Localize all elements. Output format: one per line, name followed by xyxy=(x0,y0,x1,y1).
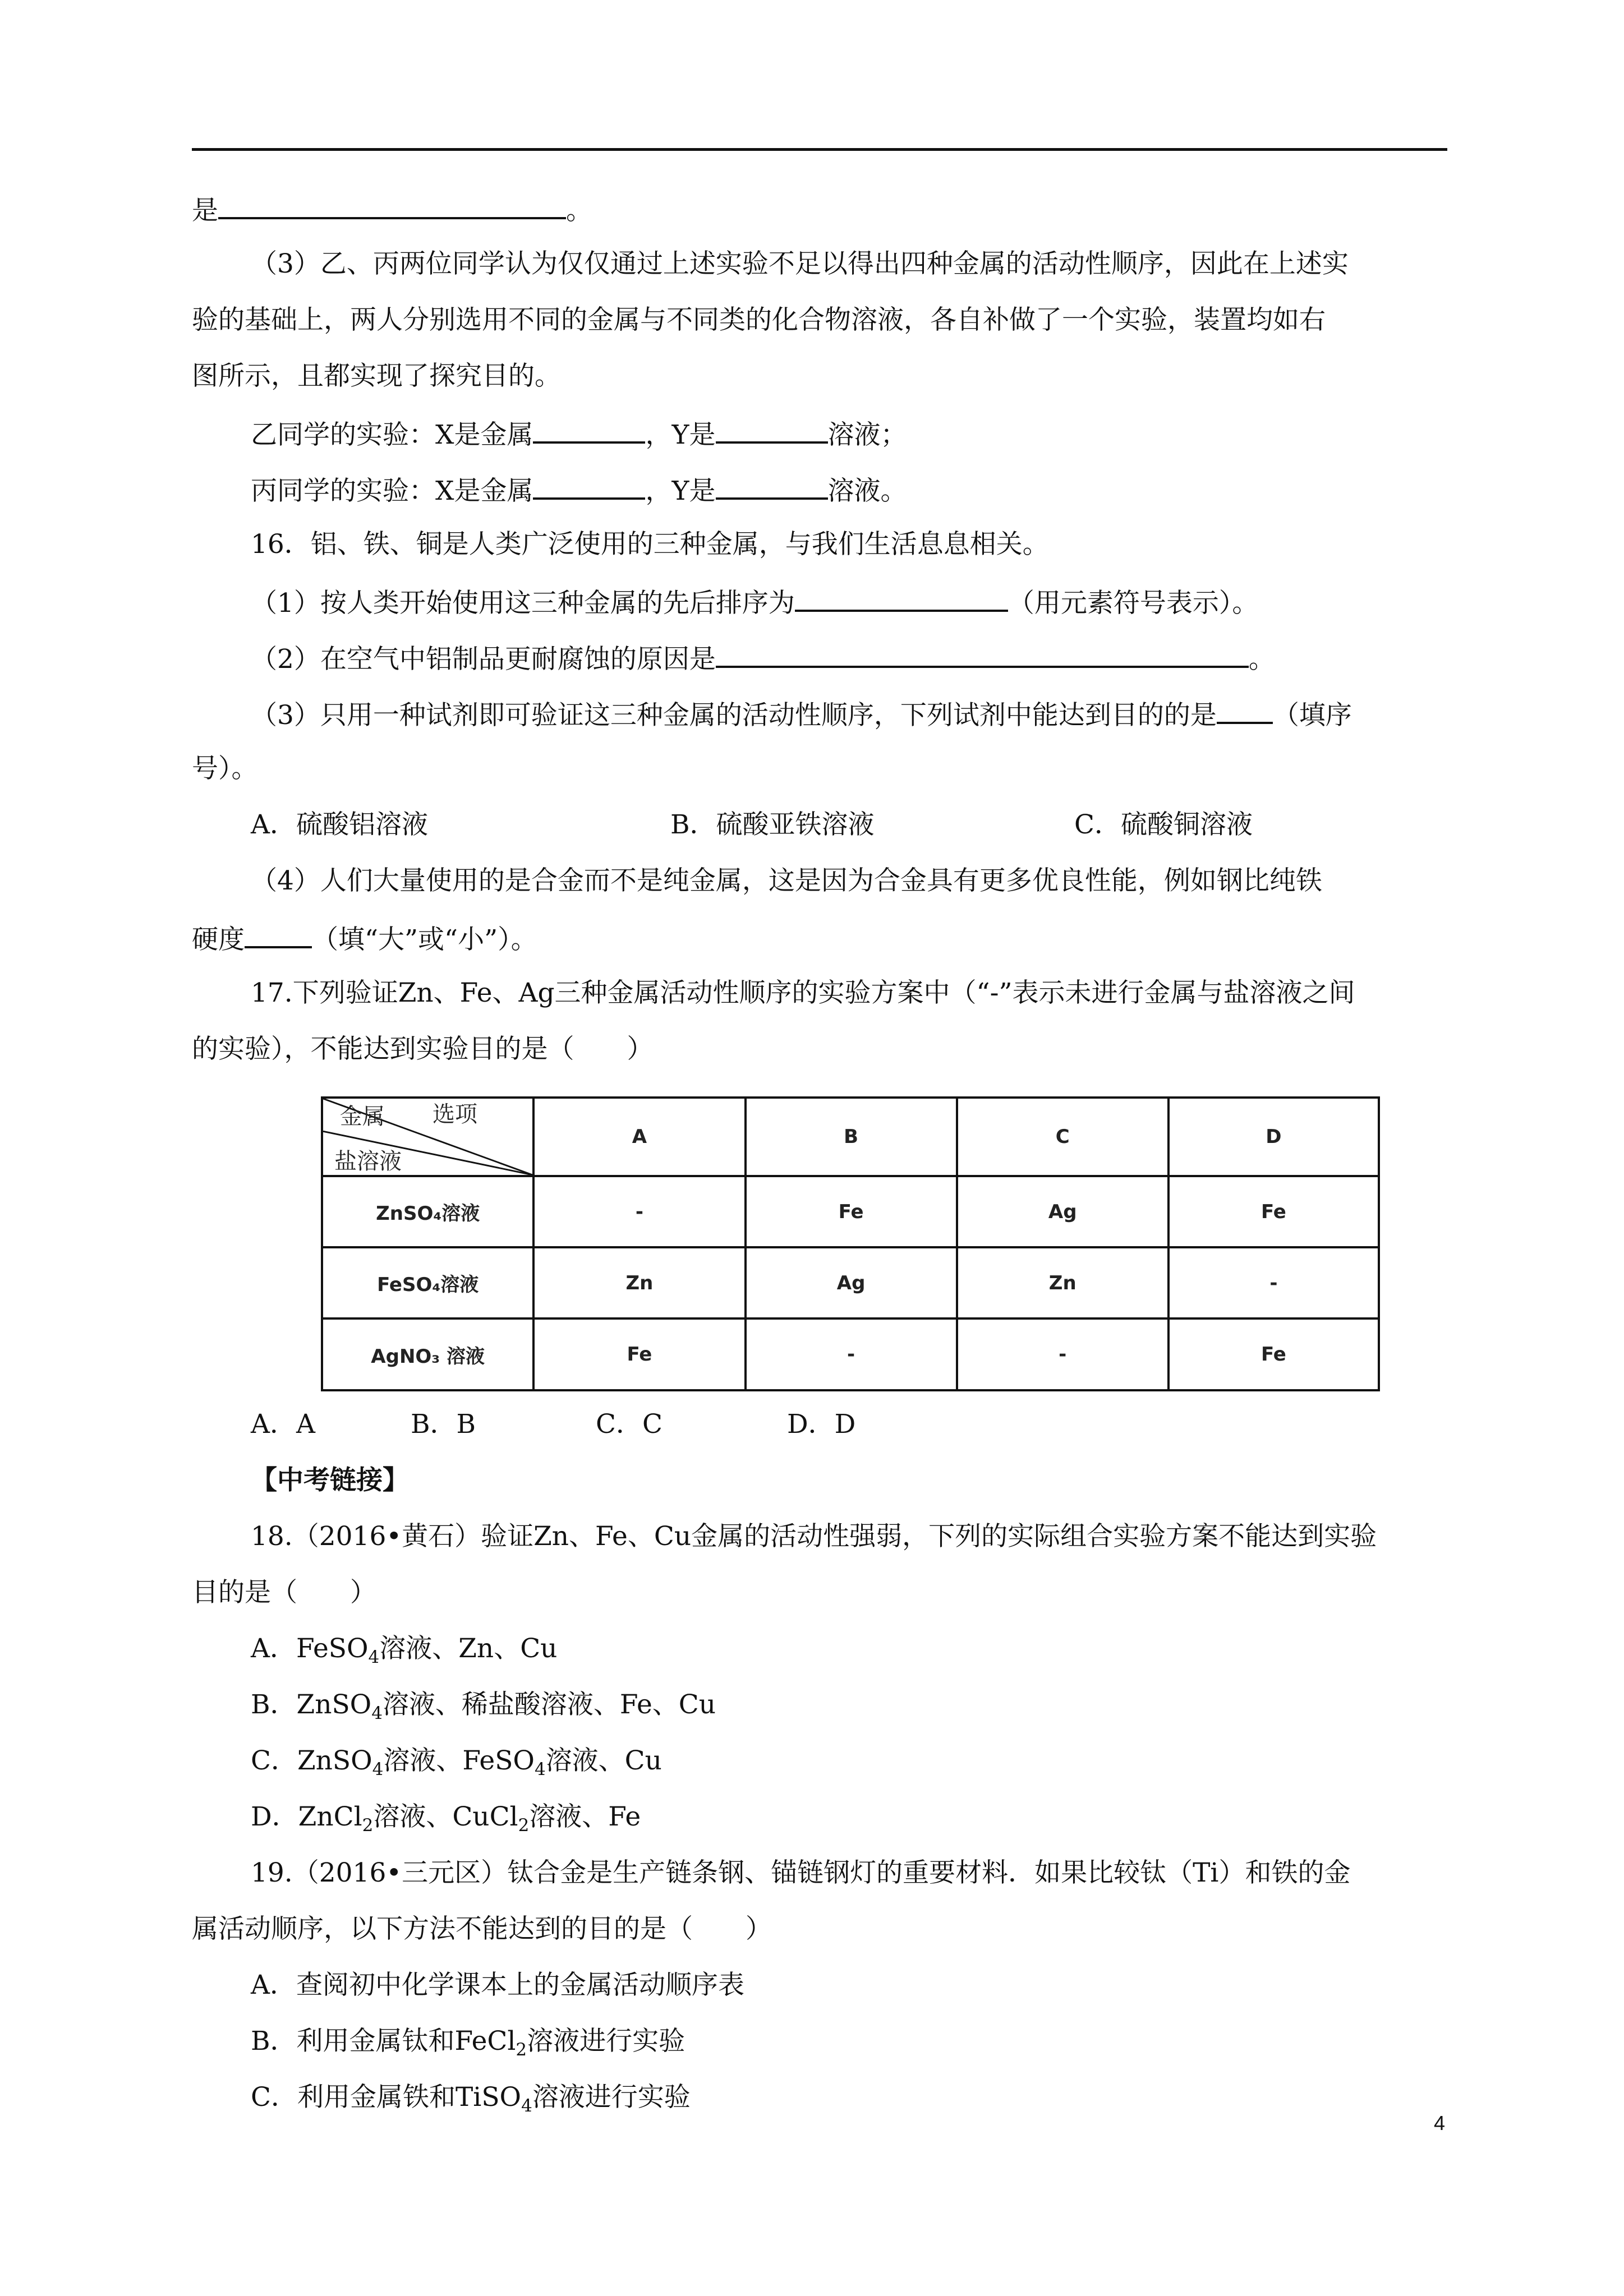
header-rule xyxy=(192,148,1447,151)
text-line: 丙同学的实验：X是金属 ，Y是 溶液。 xyxy=(251,472,907,508)
answer-blank[interactable] xyxy=(1217,696,1273,724)
table-row xyxy=(322,1318,1379,1390)
text-line: 目的是（ ） xyxy=(192,1577,376,1608)
option-a: A．A xyxy=(251,1409,315,1440)
option-a: A．查阅初中化学课本上的金属活动顺序表 xyxy=(251,1970,744,2000)
option-b: B．ZnSO$_4$溶液、稀盐酸溶液、Fe、Cu xyxy=(251,1689,716,1723)
answer-blank[interactable] xyxy=(716,416,828,444)
row-label: FeSO₄溶液 xyxy=(322,1247,533,1318)
header-option: 选项 xyxy=(433,1101,477,1127)
column-header: C xyxy=(957,1098,1168,1176)
answer-blank[interactable] xyxy=(716,640,1249,668)
row-label: AgNO₃ 溶液 xyxy=(322,1318,533,1390)
answer-blank[interactable] xyxy=(245,920,312,948)
answer-blank[interactable] xyxy=(716,472,828,500)
table-cell: Fe xyxy=(746,1176,957,1247)
option-a: A．硫酸铝溶液 xyxy=(251,809,428,840)
text-line: （4）人们大量使用的是合金而不是纯金属，这是因为合金具有更多优良性能，例如钢比纯铁 xyxy=(251,865,1322,896)
option-b: B．硫酸亚铁溶液 xyxy=(670,809,875,840)
text-line: 是 。 xyxy=(192,191,592,228)
text-line: 乙同学的实验：X是金属 ，Y是 溶液； xyxy=(251,416,907,452)
row-label: ZnSO₄溶液 xyxy=(322,1176,533,1247)
option-d: D．D xyxy=(787,1409,856,1440)
text-line: 号）。 xyxy=(192,753,258,784)
option-a: A．FeSO$_4$溶液、Zn、Cu xyxy=(251,1633,558,1667)
option-d: D．ZnCl$_2$溶液、CuCl$_2$溶液、Fe xyxy=(251,1801,641,1836)
text-line: （3）只用一种试剂即可验证这三种金属的活动性顺序，下列试剂中能达到目的的是 （填序 xyxy=(251,696,1352,732)
option-c: C．硫酸铜溶液 xyxy=(1074,809,1253,840)
table-cell: Fe xyxy=(1168,1318,1379,1390)
option-c: C．ZnSO$_4$溶液、FeSO$_4$溶液、Cu xyxy=(251,1745,662,1779)
option-c: C．C xyxy=(596,1409,663,1440)
table-header-diagonal-cell xyxy=(322,1098,533,1176)
text-line: 属活动顺序，以下方法不能达到的目的是（ ） xyxy=(192,1914,772,1944)
text-line: （3）乙、丙两位同学认为仅仅通过上述实验不足以得出四种金属的活动性顺序，因此在上述实 xyxy=(251,248,1349,279)
question-19: 19.（2016•三元区）钛合金是生产链条钢、锚链钢灯的重要材料．如果比较钛（Ti）和铁的金 xyxy=(251,1857,1351,1888)
question-16: 16．铝、铁、铜是人类广泛使用的三种金属，与我们生活息息相关。 xyxy=(251,529,1049,560)
table-row xyxy=(322,1176,1379,1247)
table-cell: - xyxy=(957,1318,1168,1390)
text-line: 图所示，且都实现了探究目的。 xyxy=(192,361,561,391)
header-metal: 金属 xyxy=(340,1104,385,1129)
option-b: B．利用金属钛和FeCl$_2$溶液进行实验 xyxy=(251,2026,686,2060)
experiment-table xyxy=(321,1096,1380,1389)
text-line: 验的基础上，两人分别选用不同的金属与不同类的化合物溶液，各自补做了一个实验，装置均如右 xyxy=(192,305,1326,335)
text-line: （1）按人类开始使用这三种金属的先后排序为 （用元素符号表示）。 xyxy=(251,584,1258,620)
question-17: 17.下列验证Zn、Fe、Ag三种金属活动性顺序的实验方案中（“-”表示未进行金属与盐溶液之间 xyxy=(251,978,1355,1008)
table-cell: - xyxy=(533,1176,745,1247)
column-header: B xyxy=(746,1098,957,1176)
table-cell: Zn xyxy=(957,1247,1168,1318)
table-cell: - xyxy=(746,1318,957,1390)
option-c: C．利用金属铁和TiSO$_4$溶液进行实验 xyxy=(251,2082,691,2116)
column-header: A xyxy=(533,1098,745,1176)
answer-blank[interactable] xyxy=(533,472,645,500)
answer-blank[interactable] xyxy=(533,416,645,444)
page-number: 4 xyxy=(1434,2111,1446,2134)
text-line: （2）在空气中铝制品更耐腐蚀的原因是 。 xyxy=(251,640,1275,676)
option-b: B．B xyxy=(411,1409,476,1440)
table-cell: Fe xyxy=(533,1318,745,1390)
table-cell: Zn xyxy=(533,1247,745,1318)
table-cell: - xyxy=(1168,1247,1379,1318)
question-18: 18.（2016•黄石）验证Zn、Fe、Cu金属的活动性强弱，下列的实际组合实验方案不能达到实验 xyxy=(251,1521,1377,1552)
section-heading: 【中考链接】 xyxy=(251,1465,409,1496)
table-row xyxy=(322,1247,1379,1318)
text-line: 的实验），不能达到实验目的是（ ） xyxy=(192,1034,654,1064)
table-cell: Ag xyxy=(746,1247,957,1318)
answer-blank[interactable] xyxy=(795,584,1008,612)
header-salt: 盐溶液 xyxy=(334,1149,402,1174)
answer-blank[interactable] xyxy=(218,191,566,219)
table-cell: Ag xyxy=(957,1176,1168,1247)
column-header: D xyxy=(1168,1098,1379,1176)
table-cell: Fe xyxy=(1168,1176,1379,1247)
text-line: 硬度 （填“大”或“小”）。 xyxy=(192,920,537,957)
